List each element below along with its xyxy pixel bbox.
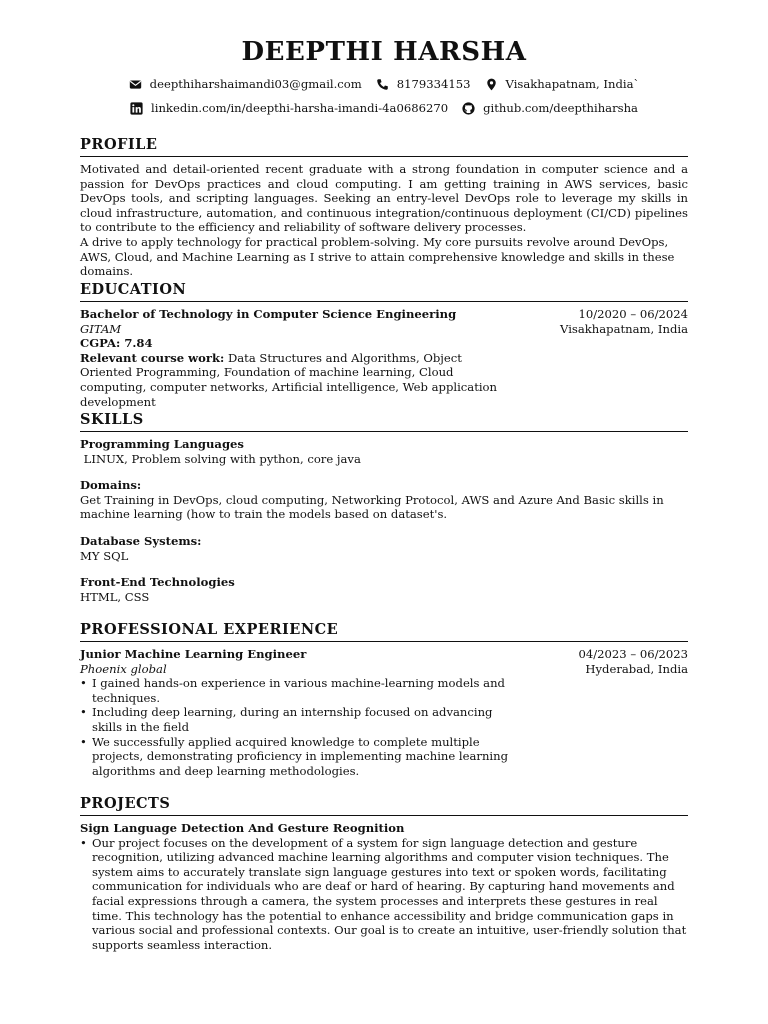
education-location: Visakhapatnam, India [560,321,688,336]
list-item: • Our project focuses on the development of a system for sign language detection and gesture recognition, utilizing advanced machine learning algorithms and computer vision techniques. The system aims to accurately translate sign language gestures into text or spoken words, facilitating communication for individuals who are deaf or hard of hearing. By capturing hand movements and facial expressions through a camera, the system processes and interprets these gestures in real time. This technology has the potential to enhance accessibility and bridge communication gaps in various social and professional contexts. Our goal is to create an intuitive, user-friendly solution that supports seamless interaction. [80,836,688,953]
company-name: Phoenix global [80,661,167,676]
github-link[interactable]: github.com/deepthiharsha [483,101,638,115]
education-dates: 10/2020 – 06/2024 [578,307,688,321]
experience-location: Hyderabad, India [585,661,688,676]
list-item: • We successfully applied acquired knowledge to complete multiple projects, demonstrating proficiency in implementing machine learning algorithms and deep learning methodologies. [80,735,510,779]
experience-entry-subheader [80,662,688,677]
skill-group-title: Domains: [80,478,142,493]
skill-group-value: Get Training in DevOps, cloud computing, Networking Protocol, AWS and Azure And Basic skills in machine learning (how to train the models based on dataset's. [80,492,664,522]
resume-page [80,36,688,952]
skill-group-title: Programming Languages [80,437,244,451]
location-item [485,77,640,91]
linkedin-icon [130,102,143,115]
section-title: EDUCATION [80,281,688,302]
cgpa: CGPA: 7.84 [80,336,153,351]
skill-group-value: HTML, CSS [80,589,150,604]
location-pin-icon [485,78,498,91]
job-title: Junior Machine Learning Engineer [80,647,307,661]
linkedin-link[interactable]: linkedin.com/in/deepthi-harsha-imandi-4a0686270 [151,101,449,115]
education-entry-header [80,307,688,322]
profile-paragraph: A drive to apply technology for practical problem-solving. My core pursuits revolve around DevOps, AWS, Cloud, and Machine Learning as I strive to attain comprehensive knowledge and skills in these domains. [80,234,675,279]
project-title: Sign Language Detection And Gesture Reognition [80,821,405,835]
section-title: PROFESSIONAL EXPERIENCE [80,621,688,642]
profile-paragraph: Motivated and detail-oriented recent graduate with a strong foundation in computer science and a passion for DevOps practices and cloud computing. I am getting training in AWS services, basic DevOps tools, and scripting languages. Seeking an entry-level DevOps role to leverage my skills in cloud infrastructure, automation, and continuous integration/continuous deployment (CI/CD) pipelines to contribute to the efficiency and reliability of software delivery processes. [80,162,688,235]
degree-title: Bachelor of Technology in Computer Science Engineering [80,307,457,321]
section-title: PROJECTS [80,795,688,816]
experience-section [80,621,688,778]
location-text: Visakhapatnam, India` [505,77,640,91]
coursework [80,351,510,409]
contact-row-links [80,101,688,115]
skill-group-value: LINUX, Problem solving with python, core java [80,451,361,466]
experience-bullets [80,676,510,778]
skill-group-value: MY SQL [80,548,129,563]
projects-section [80,795,688,952]
skill-group [80,437,688,466]
list-item: • I gained hands-on experience in various machine-learning models and techniques. [80,676,510,705]
skill-group [80,534,688,563]
project-bullets [80,836,688,953]
skills-section [80,411,688,616]
coursework-text: Data Structures and Algorithms, Object Oriented Programming, Foundation of machine learning, Cloud computing, computer networks, Artificial intelligence, Web application development [80,350,498,409]
phone-icon [376,78,389,91]
experience-dates: 04/2023 – 06/2023 [578,647,688,661]
section-title: PROFILE [80,136,688,157]
phone-item[interactable] [376,77,471,91]
email-text: deepthiharshaimandi03@gmail.com [149,77,362,91]
email-item[interactable] [129,77,362,91]
list-item: • Including deep learning, during an internship focused on advancing skills in the field [80,705,510,734]
education-section [80,281,688,409]
linkedin-item[interactable] [130,101,448,115]
education-entry-subheader [80,322,688,337]
profile-section [80,136,688,279]
github-item[interactable] [462,101,638,115]
github-icon [462,102,475,115]
institution-name: GITAM [80,321,122,336]
skill-group-title: Database Systems: [80,533,202,548]
candidate-name: DEEPTHI HARSHA [241,37,527,67]
skill-group-title: Front-End Technologies [80,575,235,590]
envelope-icon [129,78,142,91]
section-title: SKILLS [80,411,688,432]
skill-group [80,575,688,604]
experience-entry-header [80,647,688,662]
coursework-label: Relevant course work: [80,350,225,365]
skill-group [80,478,688,522]
contact-row-primary [80,77,688,91]
phone-text: 8179334153 [396,77,471,91]
